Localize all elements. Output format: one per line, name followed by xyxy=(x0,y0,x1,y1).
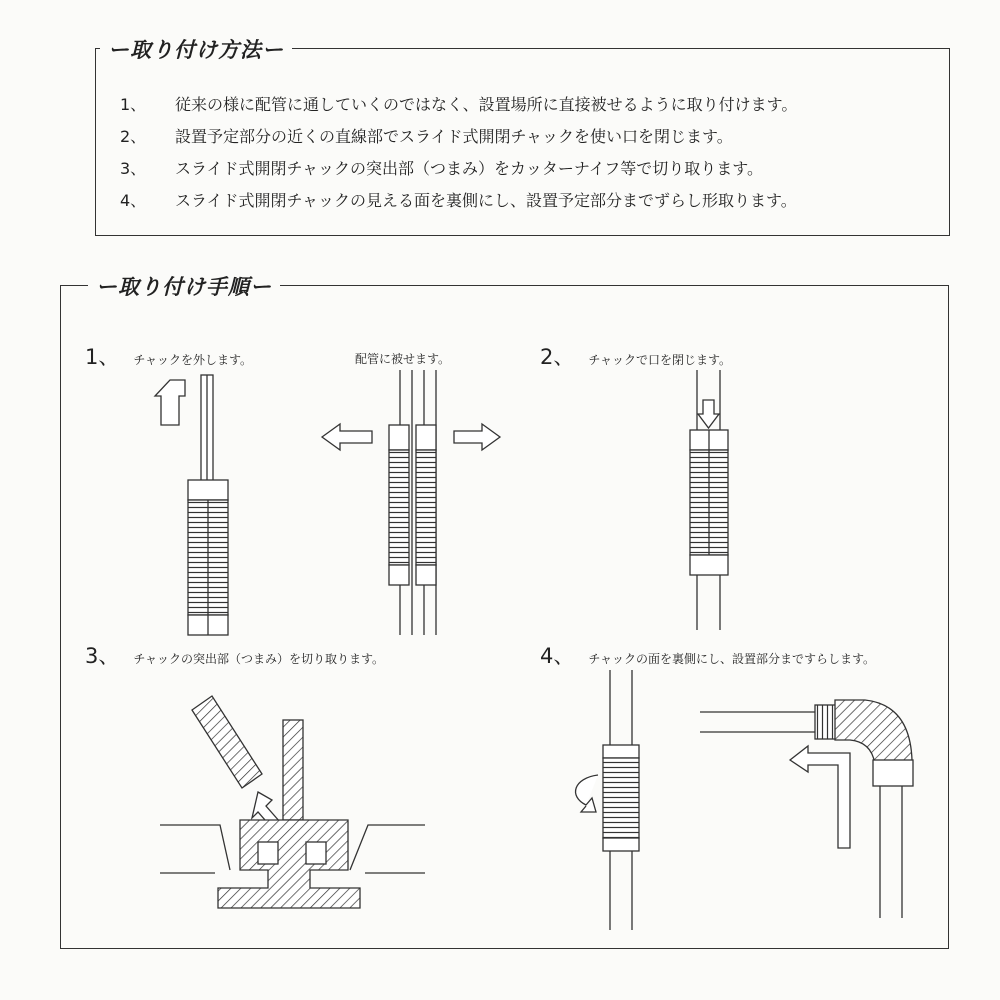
turn-left-arrow-icon xyxy=(790,746,850,848)
step-number: 3、 xyxy=(85,644,120,668)
step-4-flip-diagram xyxy=(576,670,639,930)
method-item-number: 4、 xyxy=(120,191,147,210)
step-text: チャックの面を裏側にし、設置部分まですらします。 xyxy=(588,652,876,666)
left-arrow-icon xyxy=(322,424,372,450)
rotate-arrow-icon xyxy=(576,775,598,812)
step-1-zipper-diagram xyxy=(155,375,228,635)
down-arrow-icon xyxy=(698,400,719,428)
step-4-elbow-diagram xyxy=(700,700,913,918)
method-item-text: スライド式開閉チャックの見える面を裏側にし、設置予定部分までずらし形取ります。 xyxy=(175,191,797,210)
method-item-number: 2、 xyxy=(120,127,147,146)
procedure-title: ー取り付け手順ー xyxy=(88,271,280,301)
step-3-cut-diagram xyxy=(160,696,425,908)
step-number: 2、 xyxy=(540,345,575,369)
step-number: 1、 xyxy=(85,345,120,369)
method-title: ー取り付け方法ー xyxy=(100,34,292,64)
step-1-sub-label: 配管に被せます。 xyxy=(355,352,451,366)
knife-icon xyxy=(192,696,262,788)
method-item-number: 3、 xyxy=(120,159,147,178)
step-2-zipper-diagram xyxy=(690,370,728,630)
method-item-text: 従来の様に配管に通していくのではなく、設置場所に直接被せるように取り付けます。 xyxy=(175,95,798,114)
step-text: チャックを外します。 xyxy=(133,353,253,367)
method-item-text: スライド式開閉チャックの突出部（つまみ）をカッターナイフ等で切り取ります。 xyxy=(175,159,764,178)
step-number: 4、 xyxy=(540,644,575,668)
step-text: チャックで口を閉じます。 xyxy=(588,353,732,367)
method-item-text: 設置予定部分の近くの直線部でスライド式開閉チャックを使い口を閉じます。 xyxy=(175,127,733,146)
up-arrow-icon xyxy=(155,380,185,425)
step-text: チャックの突出部（つまみ）を切り取ります。 xyxy=(133,652,385,666)
right-arrow-icon xyxy=(454,424,500,450)
step-1-pipe-diagram xyxy=(322,370,500,635)
method-item-number: 1、 xyxy=(120,95,147,114)
